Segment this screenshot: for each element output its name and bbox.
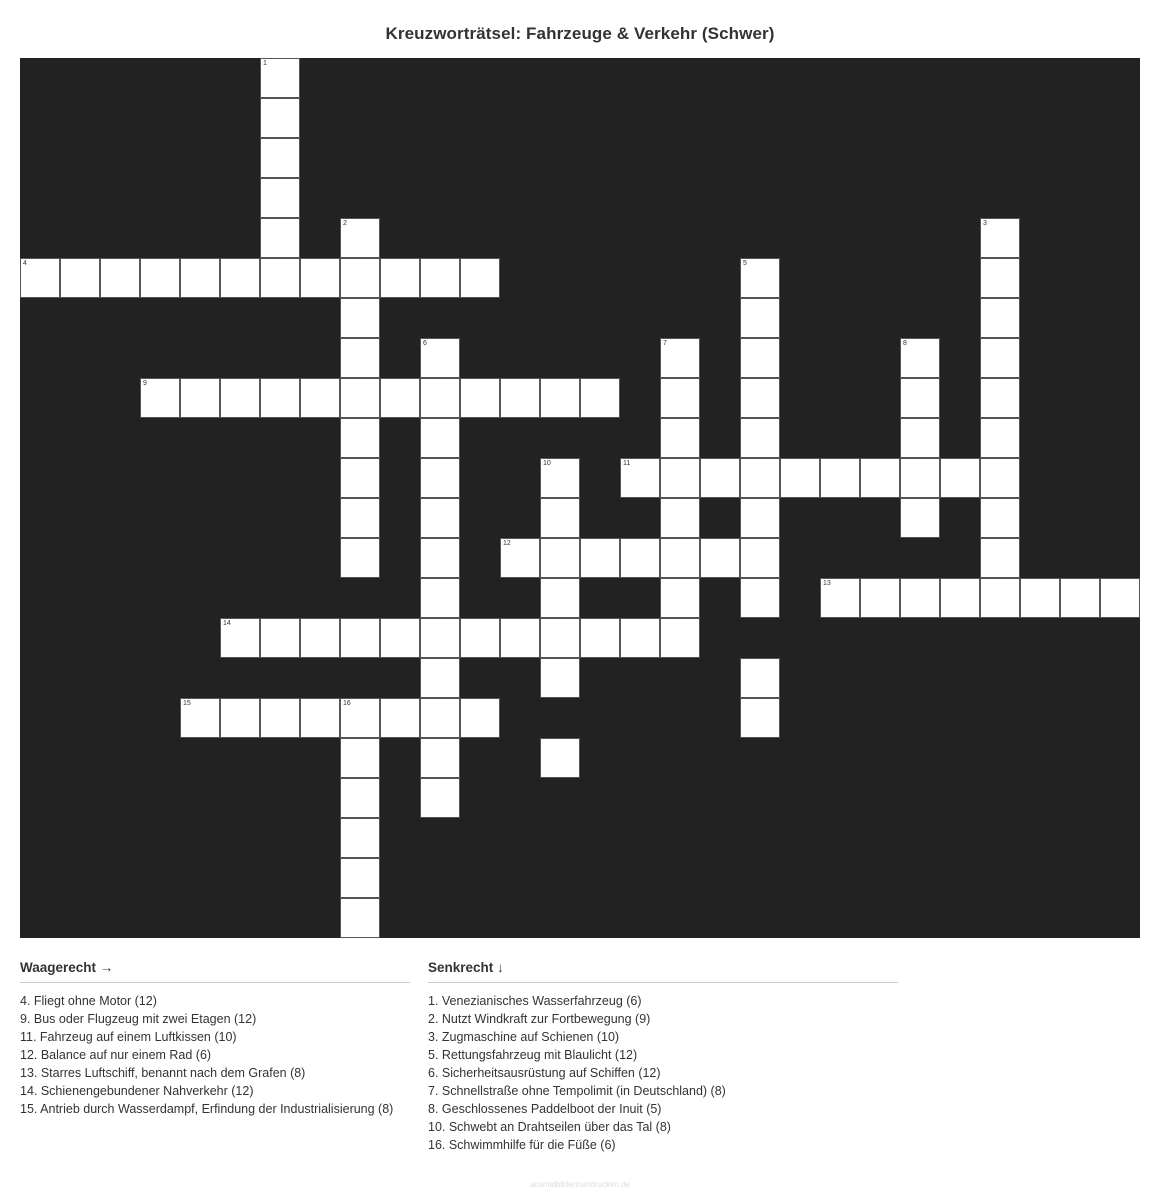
grid-cell[interactable] bbox=[660, 378, 700, 418]
cell-number: 5 bbox=[743, 260, 747, 267]
grid-cell[interactable] bbox=[660, 578, 700, 618]
grid-cell[interactable] bbox=[180, 258, 220, 298]
cell-number: 7 bbox=[663, 340, 667, 347]
grid-cell[interactable] bbox=[620, 538, 660, 578]
grid-cell[interactable] bbox=[60, 258, 100, 298]
grid-cell[interactable] bbox=[300, 258, 340, 298]
grid-cell[interactable] bbox=[900, 458, 940, 498]
grid-cell[interactable] bbox=[740, 378, 780, 418]
grid-cell[interactable] bbox=[980, 338, 1020, 378]
grid-cell[interactable] bbox=[980, 218, 1020, 258]
grid-cell[interactable] bbox=[260, 258, 300, 298]
grid-cell[interactable] bbox=[740, 498, 780, 538]
grid-cell[interactable] bbox=[420, 538, 460, 578]
grid-cell[interactable] bbox=[860, 578, 900, 618]
grid-cell[interactable] bbox=[460, 258, 500, 298]
grid-cell[interactable] bbox=[580, 378, 620, 418]
cell-number: 12 bbox=[503, 540, 511, 547]
grid-cell[interactable] bbox=[980, 578, 1020, 618]
grid-cell[interactable] bbox=[700, 458, 740, 498]
grid-cell[interactable] bbox=[220, 618, 260, 658]
grid-cell[interactable] bbox=[660, 498, 700, 538]
grid-cell[interactable] bbox=[340, 258, 380, 298]
footer-watermark: ausmalbilderzumdrucken.de bbox=[529, 1180, 631, 1189]
grid-cell[interactable] bbox=[380, 618, 420, 658]
crossword-grid bbox=[20, 58, 1140, 938]
grid-cell[interactable] bbox=[980, 498, 1020, 538]
down-clue-item: 16. Schwimmhilfe für die Füße (6) bbox=[428, 1138, 616, 1152]
grid-cell[interactable] bbox=[900, 338, 940, 378]
grid-cell[interactable] bbox=[740, 418, 780, 458]
grid-cell[interactable] bbox=[340, 298, 380, 338]
grid-cell[interactable] bbox=[660, 618, 700, 658]
grid-cell[interactable] bbox=[980, 538, 1020, 578]
grid-cell[interactable] bbox=[900, 378, 940, 418]
grid-cell[interactable] bbox=[380, 258, 420, 298]
grid-cell[interactable] bbox=[420, 418, 460, 458]
grid-cell[interactable] bbox=[740, 338, 780, 378]
cell-number: 6 bbox=[423, 340, 427, 347]
grid-cell[interactable] bbox=[340, 858, 380, 898]
grid-cell[interactable] bbox=[340, 418, 380, 458]
grid-cell[interactable] bbox=[740, 298, 780, 338]
grid-cell[interactable] bbox=[420, 698, 460, 738]
across-column bbox=[20, 960, 410, 1154]
down-clue-item: 1. Venezianisches Wasserfahrzeug (6) bbox=[428, 994, 642, 1008]
down-column bbox=[428, 960, 898, 1154]
cell-number: 10 bbox=[543, 460, 551, 467]
grid-cell[interactable] bbox=[420, 778, 460, 818]
grid-cell[interactable] bbox=[420, 378, 460, 418]
grid-cell[interactable] bbox=[820, 458, 860, 498]
grid-cell[interactable] bbox=[140, 378, 180, 418]
grid-cell[interactable] bbox=[20, 258, 60, 298]
grid-cell[interactable] bbox=[340, 538, 380, 578]
grid-cell[interactable] bbox=[540, 378, 580, 418]
down-clue-item: 8. Geschlossenes Paddelboot der Inuit (5) bbox=[428, 1102, 662, 1116]
page-title: Kreuzworträtsel: Fahrzeuge & Verkehr (Schwer) bbox=[385, 24, 775, 43]
cell-number: 13 bbox=[823, 580, 831, 587]
cell-number: 15 bbox=[183, 700, 191, 707]
clues-section bbox=[20, 960, 1140, 1154]
across-clue-item: 14. Schienengebundener Nahverkehr (12) bbox=[20, 1084, 254, 1098]
grid-cell[interactable] bbox=[620, 458, 660, 498]
grid-cell[interactable] bbox=[900, 578, 940, 618]
grid-cell[interactable] bbox=[420, 578, 460, 618]
cell-number: 2 bbox=[343, 220, 347, 227]
grid-cell[interactable] bbox=[940, 578, 980, 618]
cell-number: 8 bbox=[903, 340, 907, 347]
grid-cell[interactable] bbox=[660, 338, 700, 378]
across-clue-item: 11. Fahrzeug auf einem Luftkissen (10) bbox=[20, 1030, 237, 1044]
grid-cell[interactable] bbox=[740, 658, 780, 698]
grid-cell[interactable] bbox=[580, 618, 620, 658]
grid-cell[interactable] bbox=[1020, 578, 1060, 618]
grid-cell[interactable] bbox=[1060, 578, 1100, 618]
grid-cell[interactable] bbox=[340, 778, 380, 818]
grid-cell[interactable] bbox=[100, 258, 140, 298]
grid-cell[interactable] bbox=[220, 698, 260, 738]
grid-cell[interactable] bbox=[540, 538, 580, 578]
down-clue-list bbox=[428, 992, 898, 1154]
grid-cell[interactable] bbox=[620, 618, 660, 658]
grid-cell[interactable] bbox=[540, 458, 580, 498]
grid-cell[interactable] bbox=[260, 138, 300, 178]
grid-cell[interactable] bbox=[300, 378, 340, 418]
grid-cell[interactable] bbox=[420, 258, 460, 298]
grid-cell[interactable] bbox=[260, 698, 300, 738]
grid-cell[interactable] bbox=[420, 618, 460, 658]
down-clue-item: 10. Schwebt an Drahtseilen über das Tal (8) bbox=[428, 1120, 671, 1134]
down-clue-item: 7. Schnellstraße ohne Tempolimit (in Deutschland) (8) bbox=[428, 1084, 726, 1098]
grid-cell[interactable] bbox=[380, 378, 420, 418]
grid-cell[interactable] bbox=[180, 698, 220, 738]
grid-cell[interactable] bbox=[900, 498, 940, 538]
grid-cell[interactable] bbox=[340, 218, 380, 258]
grid-cell[interactable] bbox=[340, 338, 380, 378]
grid-cell[interactable] bbox=[980, 378, 1020, 418]
grid-cell[interactable] bbox=[420, 658, 460, 698]
across-clue-list bbox=[20, 992, 410, 1118]
cell-number: 9 bbox=[143, 380, 147, 387]
grid-cell[interactable] bbox=[460, 618, 500, 658]
grid-cell[interactable] bbox=[780, 458, 820, 498]
grid-cell[interactable] bbox=[500, 538, 540, 578]
grid-cell[interactable] bbox=[540, 658, 580, 698]
grid-cell[interactable] bbox=[340, 378, 380, 418]
across-clue-item: 13. Starres Luftschiff, benannt nach dem Grafen (8) bbox=[20, 1066, 306, 1080]
grid-cell[interactable] bbox=[540, 578, 580, 618]
grid-cell[interactable] bbox=[900, 418, 940, 458]
grid-cell[interactable] bbox=[260, 58, 300, 98]
down-clue-item: 2. Nutzt Windkraft zur Fortbewegung (9) bbox=[428, 1012, 651, 1026]
grid-cell[interactable] bbox=[420, 458, 460, 498]
grid-cell[interactable] bbox=[700, 538, 740, 578]
grid-cell[interactable] bbox=[740, 698, 780, 738]
grid-cell[interactable] bbox=[740, 458, 780, 498]
grid-cell[interactable] bbox=[740, 538, 780, 578]
grid-cell[interactable] bbox=[460, 378, 500, 418]
grid-cell[interactable] bbox=[860, 458, 900, 498]
grid-cell[interactable] bbox=[300, 698, 340, 738]
grid-cell[interactable] bbox=[220, 258, 260, 298]
down-clue-item: 6. Sicherheitsausrüstung auf Schiffen (12) bbox=[428, 1066, 661, 1080]
cell-number: 4 bbox=[23, 260, 27, 267]
grid-cell[interactable] bbox=[300, 618, 340, 658]
grid-cell[interactable] bbox=[540, 498, 580, 538]
grid-cell[interactable] bbox=[980, 298, 1020, 338]
grid-cell[interactable] bbox=[340, 458, 380, 498]
grid-cell[interactable] bbox=[980, 418, 1020, 458]
grid-cell[interactable] bbox=[660, 538, 700, 578]
cell-number: 11 bbox=[623, 460, 631, 467]
grid-cell[interactable] bbox=[540, 618, 580, 658]
grid-cell[interactable] bbox=[260, 98, 300, 138]
grid-cell[interactable] bbox=[260, 378, 300, 418]
grid-cell[interactable] bbox=[340, 898, 380, 938]
grid-cell[interactable] bbox=[980, 258, 1020, 298]
grid-cell[interactable] bbox=[260, 618, 300, 658]
grid-cell[interactable] bbox=[220, 378, 260, 418]
grid-cell[interactable] bbox=[580, 538, 620, 578]
down-heading: Senkrecht ↓ bbox=[428, 960, 898, 983]
grid-cell[interactable] bbox=[260, 218, 300, 258]
grid-cell[interactable] bbox=[340, 618, 380, 658]
grid-cell[interactable] bbox=[340, 498, 380, 538]
grid-cell[interactable] bbox=[660, 418, 700, 458]
grid-cell[interactable] bbox=[420, 738, 460, 778]
grid-cell[interactable] bbox=[740, 258, 780, 298]
across-clue-item: 12. Balance auf nur einem Rad (6) bbox=[20, 1048, 212, 1062]
grid-cell[interactable] bbox=[500, 378, 540, 418]
across-clue-item: 15. Antrieb durch Wasserdampf, Erfindung der Industrialisierung (8) bbox=[20, 1102, 394, 1116]
cell-number: 1 bbox=[263, 60, 267, 67]
grid-cell[interactable] bbox=[420, 338, 460, 378]
cell-number: 14 bbox=[223, 620, 231, 627]
cell-number: 3 bbox=[983, 220, 987, 227]
grid-cell[interactable] bbox=[340, 738, 380, 778]
grid-cell[interactable] bbox=[540, 738, 580, 778]
across-clue-item: 4. Fliegt ohne Motor (12) bbox=[20, 994, 157, 1008]
down-clue-item: 5. Rettungsfahrzeug mit Blaulicht (12) bbox=[428, 1048, 638, 1062]
grid-cell[interactable] bbox=[340, 818, 380, 858]
grid-cell[interactable] bbox=[740, 578, 780, 618]
grid-cell[interactable] bbox=[420, 498, 460, 538]
grid-cell[interactable] bbox=[180, 378, 220, 418]
grid-cell[interactable] bbox=[820, 578, 860, 618]
down-clue-item: 3. Zugmaschine auf Schienen (10) bbox=[428, 1030, 620, 1044]
grid-cell[interactable] bbox=[980, 458, 1020, 498]
grid-cell[interactable] bbox=[460, 698, 500, 738]
grid-cell[interactable] bbox=[380, 698, 420, 738]
across-clue-item: 9. Bus oder Flugzeug mit zwei Etagen (12) bbox=[20, 1012, 257, 1026]
grid-cells-container bbox=[20, 58, 1140, 938]
grid-cell[interactable] bbox=[500, 618, 540, 658]
grid-cell[interactable] bbox=[1100, 578, 1140, 618]
grid-cell[interactable] bbox=[140, 258, 180, 298]
grid-cell[interactable] bbox=[340, 698, 380, 738]
grid-cell[interactable] bbox=[260, 178, 300, 218]
across-heading: Waagerecht → bbox=[20, 960, 410, 983]
cell-number: 16 bbox=[343, 700, 351, 707]
grid-cell[interactable] bbox=[940, 458, 980, 498]
grid-cell[interactable] bbox=[660, 458, 700, 498]
